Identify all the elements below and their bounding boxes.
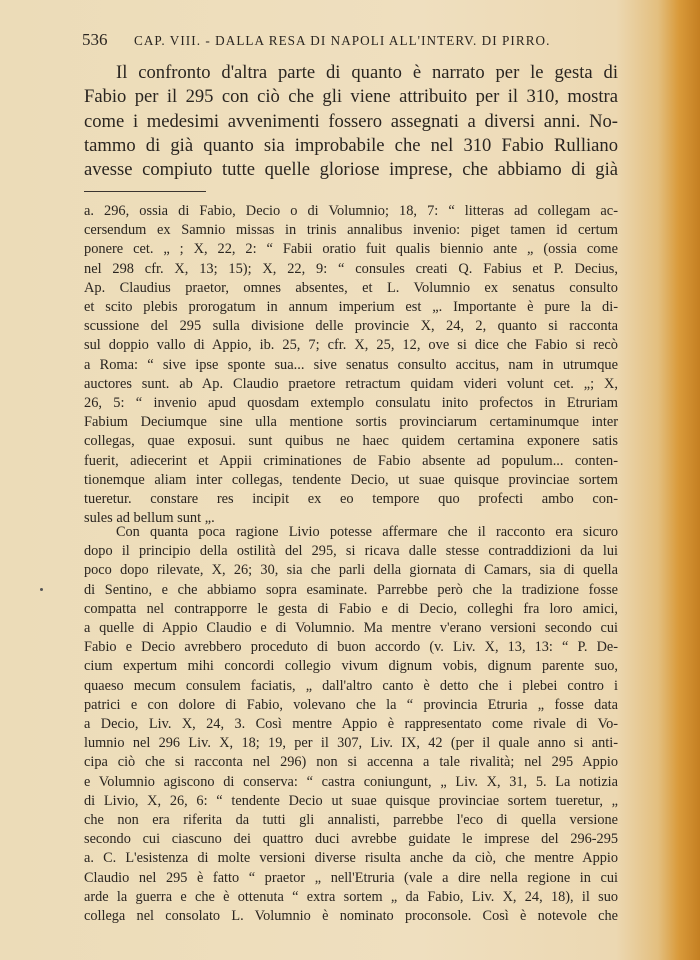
body-text-line: tammo di già quanto sia improbabile che nel 310 Fabio Rulliano — [84, 134, 618, 156]
fn-text-line: tionemque aliam inter collegas, tendente Decio, ut suae quisque provinciae sortem — [84, 471, 618, 488]
fn-text-line: et scito plebis prorogatum in annum imperium est „. Importante è pure la di- — [84, 299, 618, 315]
text-text-line: e Volumnio agiscono di conserva: “ castra coniungunt, „ Liv. X, 31, 5. La notizia — [84, 773, 618, 790]
text-text-line: lumnio nel 296 Liv. X, 18; 19, per il 307, Liv. IX, 42 (per il quale anno si anti- — [84, 735, 618, 752]
running-head: CAP. VIII. - DALLA RESA DI NAPOLI ALL'INTERV. DI PIRRO. — [134, 33, 551, 48]
page-header — [82, 30, 622, 52]
text-text-line: cium expertum mihi concordi collegio vivum dignum vobis, dignum parente suo, — [84, 658, 618, 675]
body-text-line: Fabio per il 295 con ciò che gli viene attribuito per il 310, mostra — [84, 86, 618, 108]
text-text-line: Claudio nel 295 è fatto “ praetor „ nell'Etruria (vale a dire nella regione in cui — [84, 869, 618, 886]
text-text-line: a. C. L'esistenza di molte versioni diverse risulta anche da ciò, che mentre Appio — [84, 850, 618, 867]
fn-text-line: sul doppio vallo di Appio, ib. 25, 7; cfr. X, 25, 12, ove si dice che Fabio si recò — [84, 337, 618, 354]
text-text-line: a Decio, Liv. X, 24, 3. Così mentre Appio è rappresentato come rivale di Vo- — [84, 716, 618, 732]
body-text-line: come i medesimi avvenimenti fossero assegnati a diversi anni. No- — [84, 110, 618, 132]
text-text-line: patrici e con dolore di Fabio, volevano che la “ provincia Etruria „ fosse data — [84, 696, 618, 713]
text-text-line: compatta nel contrapporre le gesta di Fabio e di Decio, colleghi fra loro amici, — [84, 600, 618, 617]
text-text-line: secondo cui ciascuno dei quattro duci avrebbe guidate le imprese del 296-295 — [84, 831, 618, 848]
fn-text-line: a Roma: “ sive ipse sponte sua... sive senatus consulto accitus, nam in utrumque — [84, 356, 618, 373]
text-text-line: arde la guerra e che è ottenuta “ extra sortem „ da Fabio, Liv. X, 24, 18), il suo — [84, 888, 618, 905]
fn-text-line: ponere cet. „ ; X, 22, 2: “ Fabii oratio fuit qualis biennio ante „ (ossia come — [84, 241, 618, 258]
text-text-line: cipa ciò che si racconta nel 296) non si accenna a tale rivalità; nel 295 Appio — [84, 754, 618, 771]
text-text-line: di Sentino, e che abbiamo sopra esaminate. Parrebbe però che la tradizione fosse — [84, 581, 618, 598]
text-text-line: Fabio e Decio avrebbero proceduto di buon accordo (v. Liv. X, 13, 13: “ P. De- — [84, 639, 618, 656]
fn-text-line: Ap. Claudius praetor, omnes absentes, et L. Volumnio ex senatus consulto — [84, 279, 618, 296]
page-number: 536 — [82, 30, 108, 49]
text-text-line: di Livio, X, 26, 6: “ tendente Decio ut suae quisque provinciae sortem tueretur, „ — [84, 792, 618, 809]
fn-text-line: sules ad bellum sunt „. — [84, 510, 215, 527]
fn-text-line: tueretur. constare res incipit ex eo tempore quo profecti ambo con- — [84, 491, 618, 507]
fn-text-line: nel 298 cfr. X, 13; 15); X, 22, 9: “ consules creati Q. Fabius et P. Decius, — [84, 260, 618, 277]
text-text-line: collega nel consolato L. Volumnio è nominato proconsole. Così è notevole che — [84, 908, 618, 924]
body-text-line: Il confronto d'altra parte di quanto è narrato per le gesta di — [116, 62, 618, 83]
margin-dot — [40, 588, 43, 591]
body-text-line: avesse compiuto tutte quelle gloriose imprese, che abbiamo di già — [84, 159, 618, 181]
fn-text-line: Fabium Deciumque sine ulla mentione sortis provinciarum certaminumque inter — [84, 414, 618, 431]
fn-text-line: cersendum ex Samnio missas in trinis annalibus invenio: piget tamen id certum — [84, 222, 618, 239]
text-text-line: che non era riferita da tutti gli annalisti, parrebbe l'eco di quella versione — [84, 812, 618, 828]
fn-text-line: collegas, quae exposui. sunt quibus ne haec quidem certamina exponere satis — [84, 433, 618, 450]
fn-text-line: a. 296, ossia di Fabio, Decio o di Volumnio; 18, 7: “ litteras ad collegam ac- — [84, 203, 618, 219]
text-text-line: dopo il principio della ostilità del 295, si ricava dalle stesse contraddizioni da lui — [84, 543, 618, 560]
fn-text-line: fuerit, adiecerint et Appii criminationes de Fabio absente ad populum... conten- — [84, 452, 618, 469]
fn-text-line: auctores sunt. ab Ap. Claudio praetore retractum quidam videri volunt cet. „; X, — [84, 375, 618, 392]
footnote-rule — [84, 191, 206, 192]
fn-text-line: 26, 5: “ invenio apud quosdam extemplo consulatu inito profectos in Etruriam — [84, 395, 618, 411]
text-text-line: poco dopo rilevate, X, 26; 30, sia che parli della giornata di Camars, sia di quella — [84, 562, 618, 579]
text-text-line: Con quanta poca ragione Livio potesse affermare che il racconto era sicuro — [116, 524, 618, 540]
fn-text-line: scussione del 295 sulla divisione delle provincie X, 24, 2, quanto si racconta — [84, 318, 618, 335]
text-text-line: a quelle di Appio Claudio e di Volumnio. Ma mentre v'erano versioni secondo cui — [84, 620, 618, 636]
text-text-line: quaeso mecum consulem faciatis, „ dall'altro canto è detto che i plebei contro i — [84, 677, 618, 694]
